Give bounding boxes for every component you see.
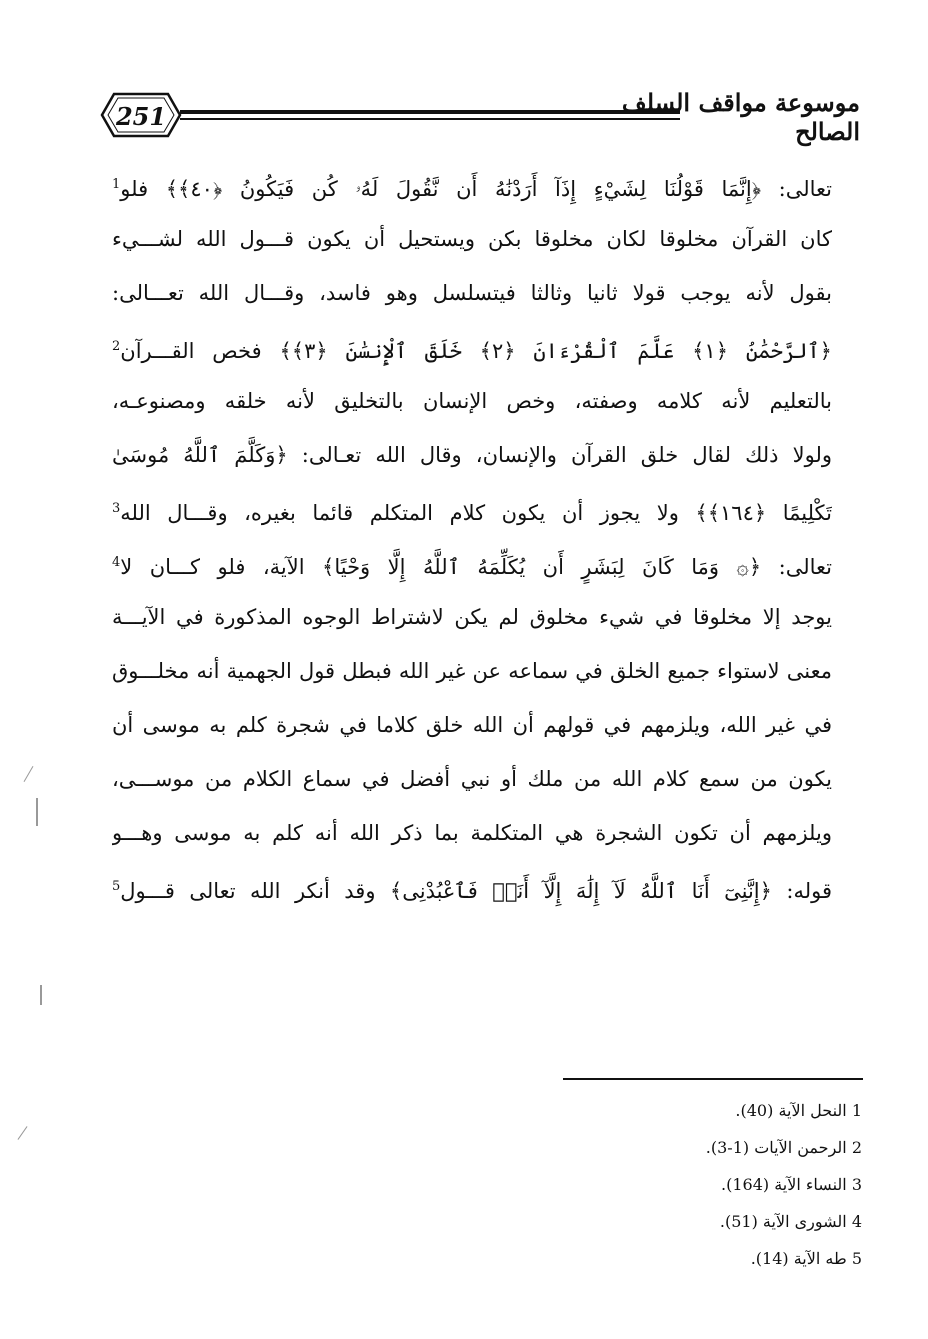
footnote-item: 3 النساء الآية (164). [721, 1175, 862, 1194]
text-line: يوجد إلا مخلوقا في شيء مخلوق لم يكن لاشتراط الوجوه المذكورة في الآيـــة [112, 605, 832, 629]
text-line: معنى لاستواء جميع الخلق في سماعه عن غير الله فبطل قول الجهمية أنه مخلـــوق [112, 659, 832, 683]
text-line: قوله: ﴿إِنَّنِىٓ أَنَا ٱللَّهُ لَآ إِلَٰهَ إِلَّآ أَنَا۠ فَٱعْبُدْنِى﴾ وقد أنكر الله تعالى قـــول$^5$ [112, 879, 832, 903]
footnote-ref: 4 [112, 555, 121, 570]
text-line: ولولا ذلك لقال خلق القرآن والإنسان، وقال الله تعـالى: ﴿وَكَلَّمَ ٱللَّهُ مُوسَىٰ [112, 443, 832, 467]
text-line: تَكْلِيمًا ﴿١٦٤﴾﴾ ولا يجوز أن يكون كلام المتكلم قائما بغيره، وقـــال الله$^3$ [112, 501, 832, 525]
text-line: كان القرآن مخلوقا لكان مخلوقا بكن ويستحيل أن يكون قـــول الله لشـــيء [112, 227, 832, 251]
footnote-item: 5 طه الآية (14). [750, 1249, 862, 1268]
text-line: بقول لأنه يوجب قولا ثانيا وثالثا فيتسلسل وهو فاسد، وقـــال الله تعـــالى: [112, 281, 832, 305]
footnote-ref: 1 [112, 177, 121, 192]
text-line: ﴿ٱلرَّحْمَٰنُ ﴿١﴾ عَلَّمَ ٱلْقُرْءَانَ ﴿٢﴾ خَلَقَ ٱلْإِنسَٰنَ ﴿٣﴾﴾ فخص القـــرآن$^2$ [112, 339, 832, 363]
book-title: موسوعة مواقف السلف الصالح [621, 88, 860, 146]
page-number: 251 [115, 102, 167, 131]
text-line: في غير الله، ويلزمهم في قولهم أن الله خلق كلاما في شجرة كلم به موسى أن [112, 713, 832, 737]
footnote-ref: 3 [112, 501, 121, 516]
scan-mark [18, 1126, 28, 1140]
page-number-badge [100, 92, 182, 138]
scan-mark [40, 985, 42, 1005]
footnote-ref: 5 [112, 879, 121, 894]
text-line: ويلزمهم أن تكون الشجرة هي المتكلمة بما ذكر الله أنه كلم به موسى وهـــو [112, 821, 832, 845]
footnote-separator [563, 1078, 863, 1080]
page-header [100, 88, 860, 150]
footnote-ref: 2 [112, 339, 121, 354]
footnote-item: 4 الشورى الآية (51). [719, 1212, 862, 1231]
text-line: تعالى: ﴿إِنَّمَا قَوْلُنَا لِشَيْءٍ إِذَآ أَرَدْنَٰهُ أَن نَّقُولَ لَهُۥ كُن فَيَكُونُ ﴿٤٠﴾﴾ فلو$^1$ [112, 177, 832, 201]
text-line: يكون من سمع كلام الله من ملك أو نبي أفضل في سماع الكلام من موســـى، [112, 767, 832, 791]
footnotes [500, 1092, 862, 1277]
scan-mark [24, 766, 34, 782]
footnote-item: 2 الرحمن الآيات (1-3). [705, 1138, 862, 1157]
scan-mark [36, 798, 38, 826]
text-line: تعالى: ﴿۞ وَمَا كَانَ لِبَشَرٍ أَن يُكَلِّمَهُ ٱللَّهُ إِلَّا وَحْيًا﴾ الآية، فلو كـــان لا$^4$ [112, 555, 832, 579]
text-line: بالتعليم لأنه كلامه وصفته، وخص الإنسان بالتخليق لأنه خلقه ومصنوعـه، [112, 389, 832, 413]
footnote-item: 1 النحل الآية (40). [735, 1101, 862, 1120]
main-text [112, 158, 832, 914]
